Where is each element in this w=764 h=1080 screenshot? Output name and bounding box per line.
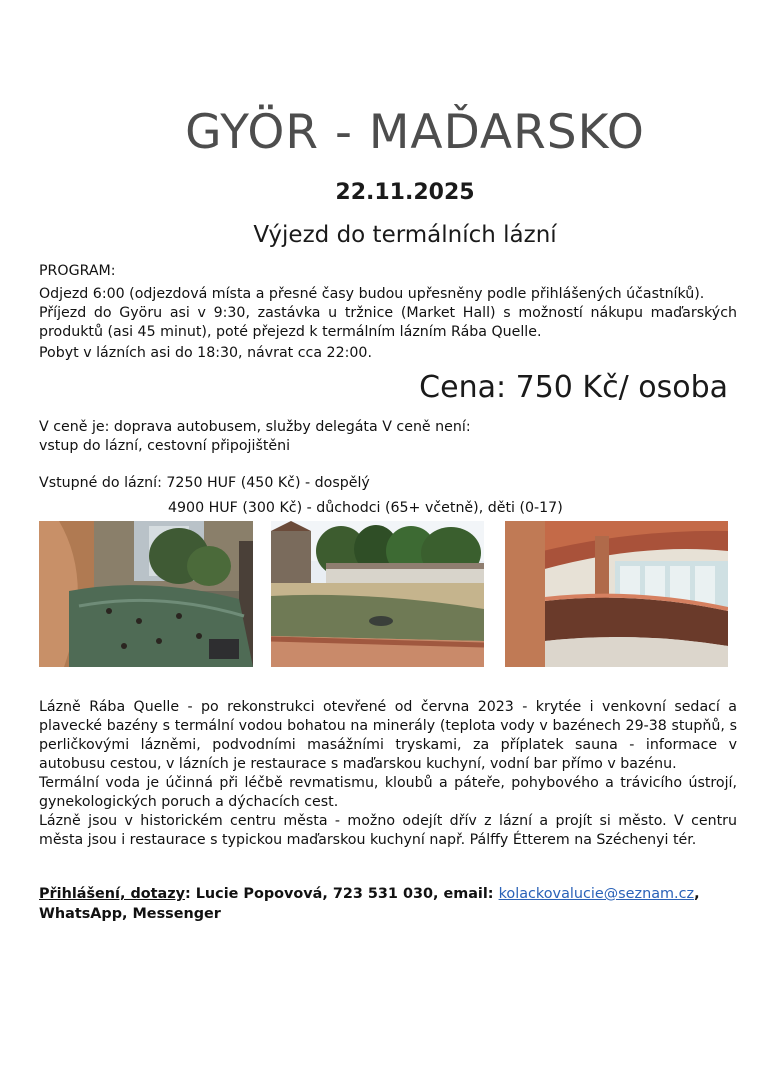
contact-comma: , <box>694 886 700 902</box>
price-excluded: vstup do lázní, cestovní připojištěni <box>39 438 291 454</box>
page-title: GYÖR - MAĎARSKO <box>185 105 645 160</box>
photo-outdoor-pool <box>271 521 484 667</box>
program-line: produktů (asi 45 minut), poté přejezd k termálním lázním Rába Quelle. <box>39 324 542 340</box>
description-paragraph: Termální voda je účinná při léčbě revmatismu, kloubů a páteře, pohybového a trávicího ústrojí, gynekologických poruch a dýchacích cest. <box>39 775 737 810</box>
event-date: 22.11.2025 <box>335 180 475 205</box>
contact-messengers: WhatsApp, Messenger <box>39 906 221 922</box>
contact-text: : Lucie Popovová, 723 531 030, email: <box>184 886 494 902</box>
photo-spa-hall <box>505 521 728 667</box>
description-paragraph: Lázně Rába Quelle - po rekonstrukci otevřené od června 2023 - krytée i venkovní sedací a plavecké bazény s termální vodou bohatou na minerály (teplota vody v bazénech 29-38 stupňů, s perličkovými lázněmi, podvodními masážními tryskami, za příplatek sauna - informace v autobusu cestou, v lázních je restaurace s maďarskou kuchyní, vodní bar přímo v bazénu. <box>39 699 737 772</box>
price: Cena: 750 Kč/ osoba <box>419 370 728 405</box>
description-paragraph: Lázně jsou v historickém centru města - možno odejít dřív z lázní a projít si město. V centru města jsou i restaurace s typickou maďarskou kuchyní např. Pálffy Étterem na Széchenyi tér. <box>39 813 737 848</box>
program-heading: PROGRAM: <box>39 263 116 279</box>
contact-info <box>39 884 737 924</box>
program-line: Odjezd 6:00 (odjezdová místa a přesné časy budou upřesněny podle přihlášených účastníků). <box>39 286 705 302</box>
program-line: Příjezd do Györu asi v 9:30, zastávka u tržnice (Market Hall) s možností nákupu maďarských <box>39 305 737 321</box>
contact-label: Přihlášení, dotazy <box>39 886 185 902</box>
description <box>39 698 737 850</box>
event-subtitle: Výjezd do termálních lázní <box>253 222 557 248</box>
entry-fee-adult: Vstupné do lázní: 7250 HUF (450 Kč) - dospělý <box>39 475 370 491</box>
price-included: V ceně je: doprava autobusem, služby delegáta V ceně není: <box>39 419 471 435</box>
photo-indoor-pool <box>39 521 253 667</box>
entry-fee-reduced: 4900 HUF (300 Kč) - důchodci (65+ včetně), děti (0-17) <box>168 500 563 516</box>
contact-email-link[interactable]: kolackovalucie@seznam.cz <box>498 886 695 902</box>
program-line: Pobyt v lázních asi do 18:30, návrat cca 22:00. <box>39 345 372 361</box>
